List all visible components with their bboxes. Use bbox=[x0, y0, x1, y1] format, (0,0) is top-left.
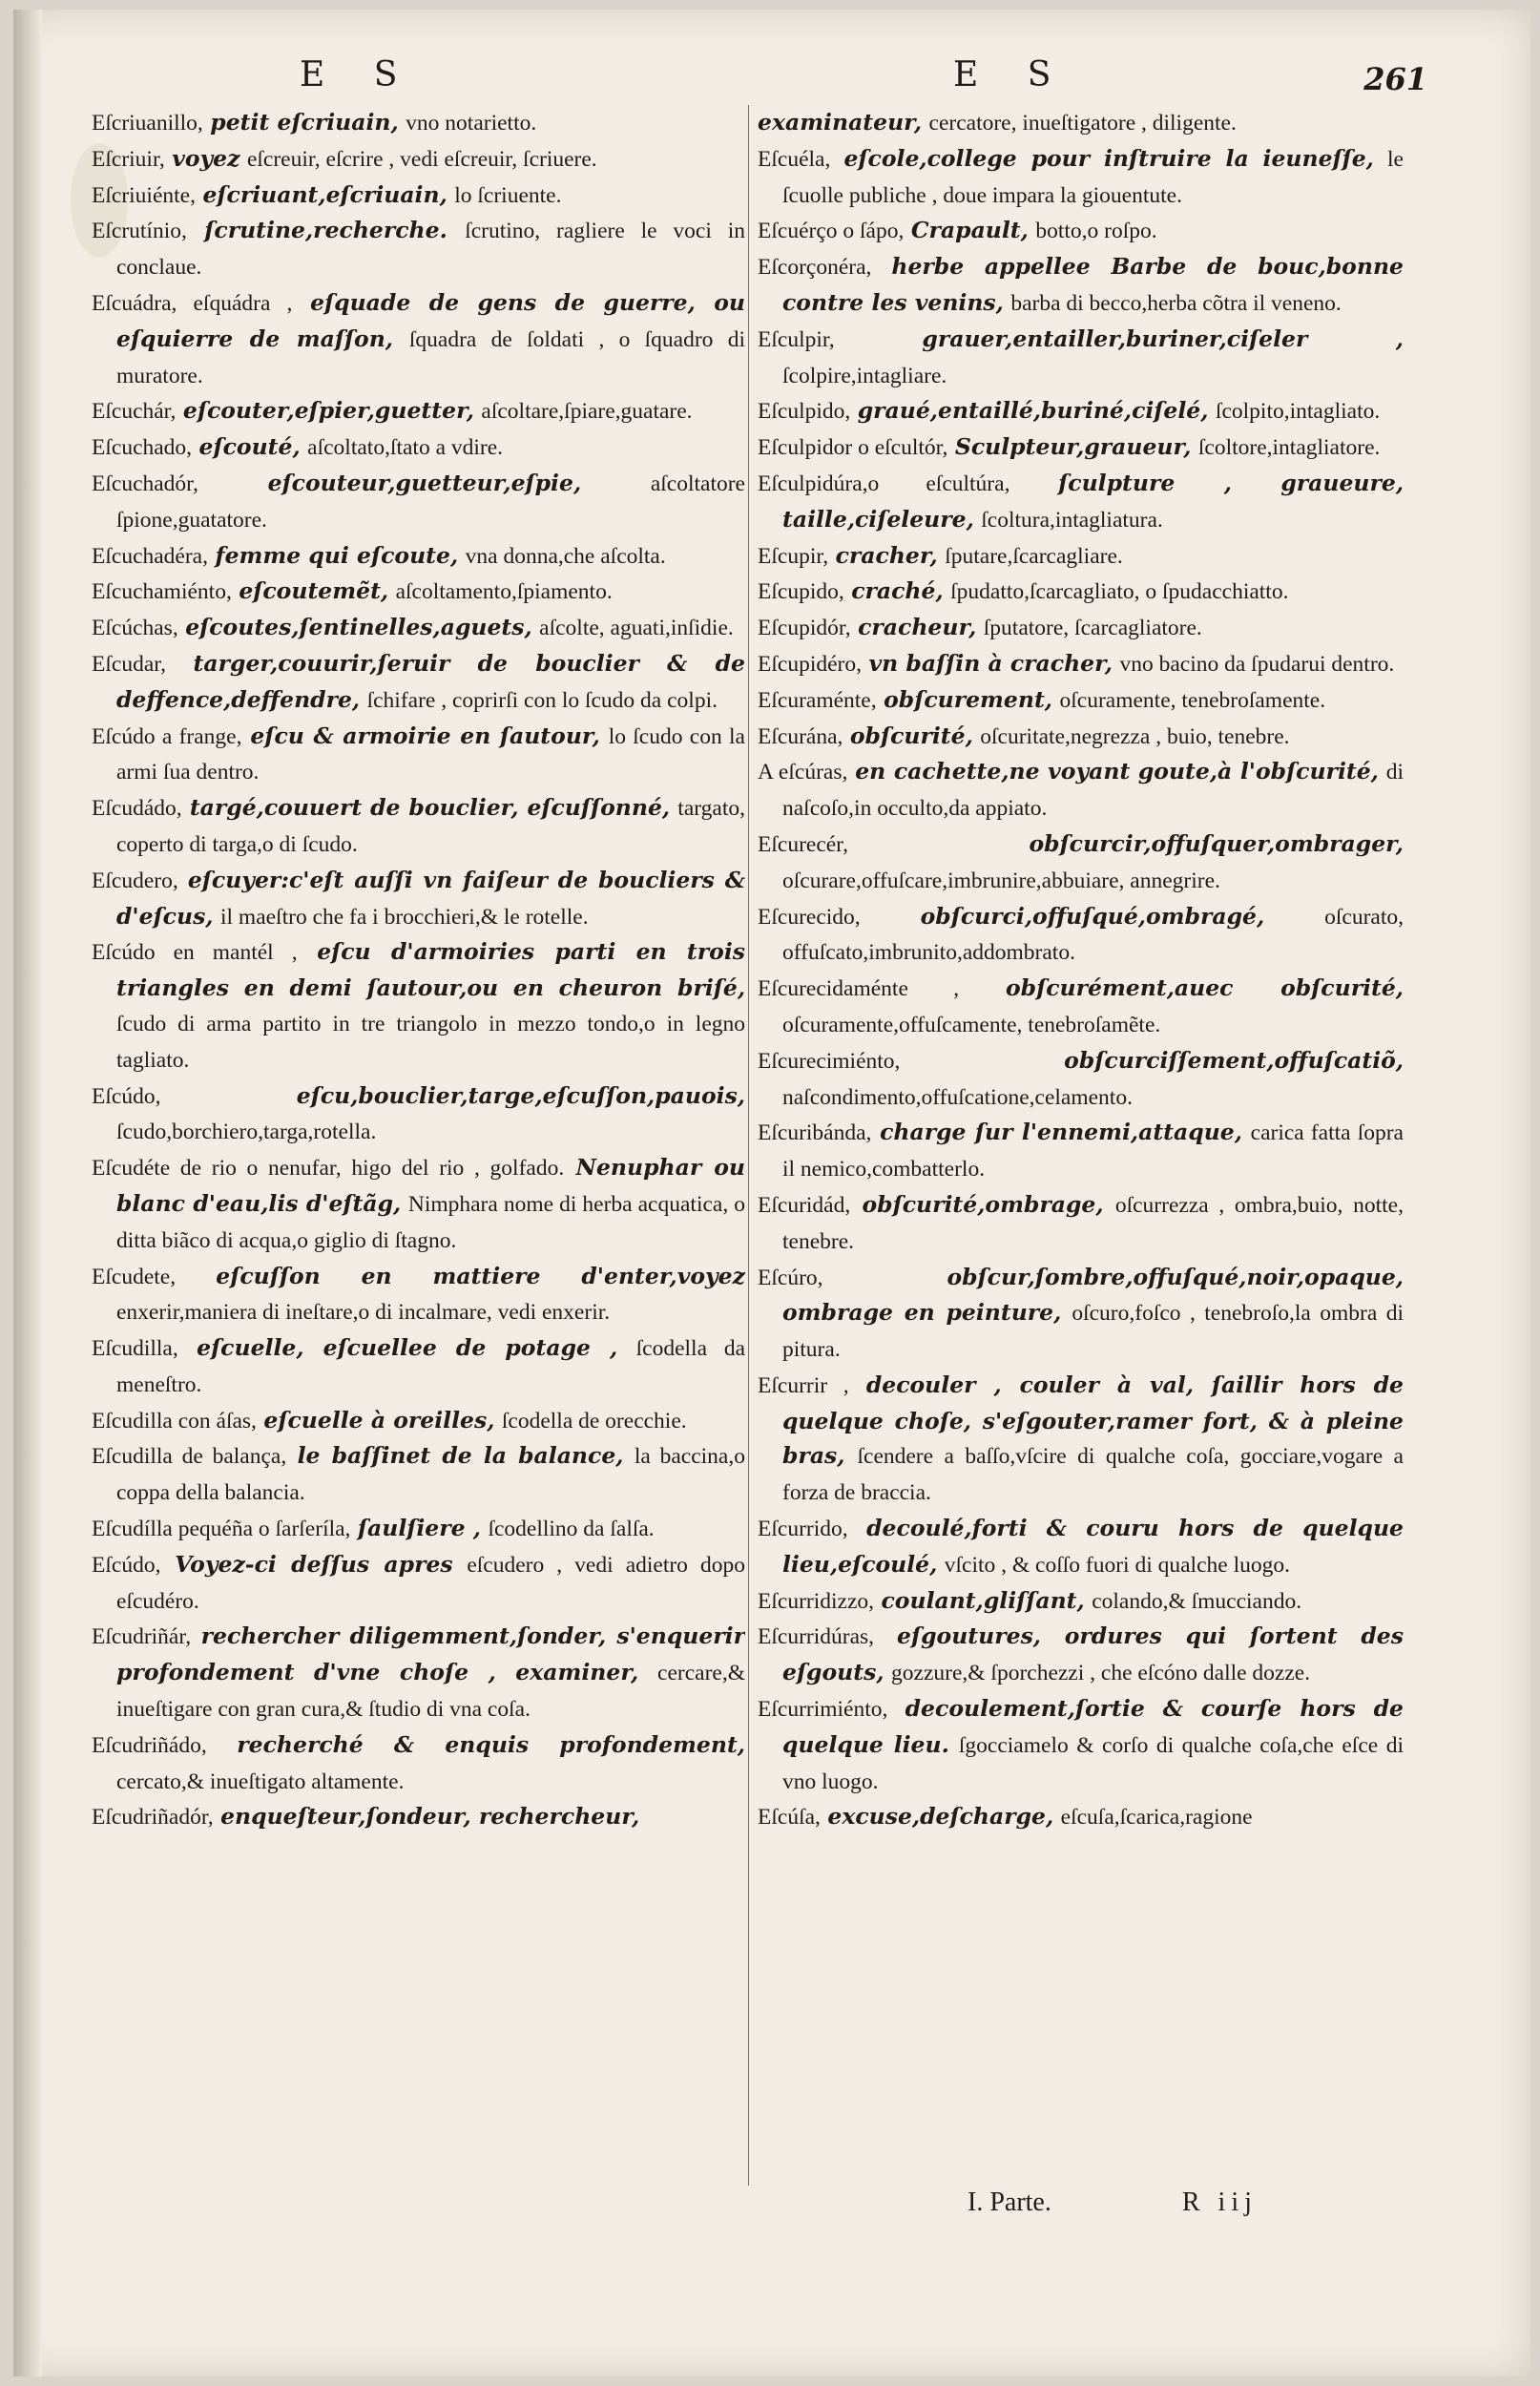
entry-headword: Eſcupidéro, bbox=[758, 651, 862, 677]
entry-italian-gloss: il maeſtro che fa i brocchieri,& le rotelle. bbox=[219, 904, 589, 930]
entry-headword: Eſcuchamiénto, bbox=[92, 579, 232, 605]
entry-headword: Eſcuéla, bbox=[758, 146, 831, 172]
entry-headword: Eſcurridúras, bbox=[758, 1624, 875, 1650]
entry-italian-gloss: ſcudo di arma partito in tre triangolo in mezzo tondo,o in legno tagliato. bbox=[116, 1011, 745, 1073]
page-gutter-edge bbox=[13, 10, 42, 2376]
entry-italian-gloss: barba di becco,herba cõtra il veneno. bbox=[1010, 290, 1342, 316]
entry-italian-gloss: oſcuramente,offuſcamente, tenebroſamẽte. bbox=[782, 1012, 1161, 1037]
entry-headword: Eſcúſa, bbox=[758, 1805, 821, 1831]
entry-italian-gloss: colando,& ſmucciando. bbox=[1092, 1588, 1302, 1614]
entry-headword: Eſcúdo, bbox=[92, 1552, 161, 1578]
entry-french-gloss: recherché & enquis profondement, bbox=[237, 1730, 745, 1758]
entry-headword: Eſcudádo, bbox=[92, 796, 182, 822]
entry-headword: Eſcorçonéra, bbox=[758, 255, 872, 281]
dictionary-entry bbox=[92, 1547, 745, 1620]
entry-headword: Eſculpir, bbox=[758, 326, 835, 352]
entry-headword: Eſcudéte de rio o nenufar, higo del rio , golfado. bbox=[92, 1156, 565, 1182]
dictionary-entry bbox=[758, 1043, 1404, 1116]
entry-italian-gloss: ſgocciamelo & corſo di qualche coſa,che eſce di vno luogo. bbox=[782, 1732, 1404, 1794]
entry-italian-gloss: aſcolte, aguati,inſidie. bbox=[539, 616, 734, 641]
entry-french-gloss: Crapault, bbox=[910, 217, 1029, 244]
entry-italian-gloss: aſcoltamento,ſpiamento. bbox=[395, 579, 613, 605]
entry-french-gloss: decouler , couler à val, ſaillir hors de quelque choſe, s'eſgouter,ramer fort, & à pleine bras, bbox=[782, 1371, 1404, 1470]
entry-headword: Eſcurána, bbox=[758, 723, 843, 749]
dictionary-entry bbox=[758, 466, 1404, 538]
entry-french-gloss: ſculpture , graueure, taille,ciſeleure, bbox=[782, 469, 1404, 533]
dictionary-entry bbox=[92, 466, 745, 538]
entry-headword: Eſcurecimiénto, bbox=[758, 1048, 901, 1074]
dictionary-entry bbox=[92, 1259, 745, 1331]
entry-french-gloss: decoulé,forti & couru hors de quelque lieu,eſcoulé, bbox=[782, 1515, 1404, 1578]
entry-italian-gloss: oſcuritate,negrezza , buio, tenebre. bbox=[980, 723, 1290, 749]
entry-headword: Eſcurrir , bbox=[758, 1372, 849, 1398]
entry-headword: Eſcurecér, bbox=[758, 831, 848, 857]
entry-italian-gloss: cercatore, inueſtigatore , diligente. bbox=[928, 111, 1237, 136]
entry-italian-gloss: ſcudo,borchiero,targa,rotella. bbox=[116, 1120, 377, 1145]
entry-headword: Eſcúdo a frange, bbox=[92, 723, 242, 749]
entry-headword: Eſcurridizzo, bbox=[758, 1588, 875, 1614]
entry-french-gloss: eſcu,bouclier,targe,eſcuſſon,pauois, bbox=[296, 1081, 745, 1109]
entry-italian-gloss: Nimphara nome di herba acquatica, o ditta biãco di acqua,o giglio di ſtagno. bbox=[116, 1191, 745, 1253]
entry-french-gloss: obſcur,ſombre,offuſqué,noir,opaque, ombrage en peinture, bbox=[782, 1263, 1404, 1327]
dictionary-entry bbox=[758, 719, 1404, 755]
entry-french-gloss: cracheur, bbox=[858, 614, 977, 641]
entry-headword: Eſcudar, bbox=[92, 651, 167, 677]
entry-french-gloss: eſcouté, bbox=[198, 433, 301, 461]
dictionary-entry bbox=[758, 1511, 1404, 1583]
dictionary-entry bbox=[92, 610, 745, 646]
right-column bbox=[758, 105, 1404, 2186]
entry-italian-gloss: gozzure,& ſporchezzi , che eſcóno dalle dozze. bbox=[891, 1661, 1311, 1686]
dictionary-entry bbox=[758, 213, 1404, 249]
entry-italian-gloss: aſcoltatore ſpione,guatatore. bbox=[116, 471, 745, 533]
entry-headword: A eſcúras, bbox=[758, 760, 848, 785]
entry-italian-gloss: oſcuro,foſco , tenebroſo,la ombra di pitura. bbox=[782, 1301, 1404, 1363]
entry-french-gloss: en cachette,ne voyant goute,à l'obſcurité, bbox=[855, 758, 1379, 785]
entry-italian-gloss: eſcreuir, eſcrire , vedi eſcreuir, ſcriuere. bbox=[246, 146, 597, 172]
entry-headword: Eſcupidór, bbox=[758, 616, 851, 641]
entry-headword: Eſcuérço o ſápo, bbox=[758, 219, 905, 244]
entry-italian-gloss: oſcurato, offuſcato,imbrunito,addombrato. bbox=[782, 904, 1404, 966]
entry-italian-gloss: ſcodellino da ſalſa. bbox=[488, 1517, 655, 1542]
entry-french-gloss: eſcu & armoirie en ſautour, bbox=[250, 722, 600, 749]
entry-french-gloss: eſcu d'armoiries parti en trois triangles en demi ſautour,ou en cheuron briſé, bbox=[116, 938, 745, 1002]
footer-part-label: I. Parte. bbox=[968, 2187, 1051, 2217]
entry-french-gloss: petit eſcriuain, bbox=[210, 109, 399, 136]
entry-italian-gloss: ſcrutino, ragliere le voci in conclaue. bbox=[116, 219, 745, 281]
column-divider bbox=[748, 105, 749, 2186]
entry-italian-gloss: oſcurare,offuſcare,imbrunire,abbuiare, annegrire. bbox=[782, 868, 1220, 893]
entry-italian-gloss: le ſcuolle publiche , doue impara la giouentute. bbox=[782, 146, 1404, 208]
entry-french-gloss: eſcuyer:c'eſt auſſi vn faiſeur de boucliers & d'eſcus, bbox=[116, 866, 745, 930]
entry-italian-gloss: naſcondimento,offuſcatione,celamento. bbox=[782, 1084, 1133, 1110]
entry-headword: Eſcupir, bbox=[758, 543, 829, 569]
entry-headword: Eſcurecido, bbox=[758, 904, 861, 930]
entry-headword: Eſcudriñádo, bbox=[92, 1732, 207, 1758]
dictionary-entry bbox=[758, 574, 1404, 610]
entry-headword: Eſcriuir, bbox=[92, 146, 165, 172]
running-head-left: E S bbox=[300, 55, 417, 94]
dictionary-entry bbox=[92, 574, 745, 610]
entry-french-gloss: herbe appellee Barbe de bouc,bonne contre les venins, bbox=[782, 253, 1404, 316]
entry-headword: Eſcúdo, bbox=[92, 1083, 161, 1109]
dictionary-entry bbox=[758, 141, 1404, 214]
book-page bbox=[13, 10, 1530, 2376]
dictionary-entry bbox=[92, 105, 745, 141]
entry-headword: Eſcrutínio, bbox=[92, 219, 187, 244]
entry-french-gloss: Sculpteur,graueur, bbox=[954, 433, 1192, 461]
dictionary-entry bbox=[92, 213, 745, 285]
dictionary-entry bbox=[758, 682, 1404, 719]
entry-italian-gloss: eſcuſa,ſcarica,ragione bbox=[1060, 1805, 1253, 1831]
dictionary-entry bbox=[92, 1438, 745, 1511]
entry-headword: Eſcuchár, bbox=[92, 399, 177, 425]
dictionary-entry bbox=[758, 1583, 1404, 1620]
entry-italian-gloss: ſputare,ſcarcagliare. bbox=[945, 543, 1123, 569]
entry-french-gloss: examinateur, bbox=[758, 109, 923, 136]
entry-italian-gloss: cercato,& inueſtigato altamente. bbox=[116, 1769, 405, 1794]
entry-italian-gloss: ſcodella de orecchie. bbox=[501, 1408, 687, 1434]
entry-french-gloss: obſcurciſſement,offuſcatiõ, bbox=[1064, 1046, 1404, 1074]
running-head-right: E S bbox=[953, 55, 1071, 94]
entry-french-gloss: obſcurément,auec obſcurité, bbox=[1006, 974, 1404, 1002]
entry-italian-gloss: eſcudero , vedi adietro dopo eſcudéro. bbox=[116, 1552, 745, 1614]
entry-french-gloss: eſgoutures, ordures qui ſortent des eſgouts, bbox=[782, 1622, 1404, 1686]
entry-french-gloss: obſcurité,ombrage, bbox=[862, 1190, 1104, 1218]
entry-french-gloss: obſcurement, bbox=[884, 685, 1052, 713]
entry-headword: Eſcurrido, bbox=[758, 1517, 848, 1542]
entry-french-gloss: voyez bbox=[172, 144, 240, 172]
dictionary-entry bbox=[92, 934, 745, 1078]
entry-headword: Eſcúdo en mantél , bbox=[92, 940, 298, 966]
entry-italian-gloss: ſpudatto,ſcarcagliato, o ſpudacchiatto. bbox=[950, 579, 1289, 605]
entry-french-gloss: eſcriuant,eſcriuain, bbox=[202, 180, 447, 208]
dictionary-entry bbox=[92, 1403, 745, 1439]
dictionary-entry bbox=[758, 754, 1404, 827]
entry-headword: Eſcudilla, bbox=[92, 1336, 178, 1362]
entry-headword: Eſcuridád, bbox=[758, 1192, 851, 1218]
dictionary-entry bbox=[92, 141, 745, 178]
dictionary-entry bbox=[758, 538, 1404, 575]
entry-headword: Eſcurrimiénto, bbox=[758, 1697, 888, 1723]
entry-french-gloss: targé,couuert de bouclier, eſcuſſonné, bbox=[189, 794, 671, 822]
entry-headword: Eſcudriñár, bbox=[92, 1624, 192, 1650]
entry-headword: Eſcuribánda, bbox=[758, 1120, 872, 1146]
entry-french-gloss: ſcrutine,recherche. bbox=[204, 217, 447, 244]
entry-italian-gloss: cercare,& inueſtigare con gran cura,& ſtudio di vna coſa. bbox=[116, 1661, 745, 1723]
entry-french-gloss: eſcoutes,ſentinelles,aguets, bbox=[185, 614, 532, 641]
entry-italian-gloss: aſcoltato,ſtato a vdire. bbox=[307, 435, 504, 461]
entry-italian-gloss: vna donna,che aſcolta. bbox=[465, 543, 666, 569]
dictionary-entry bbox=[92, 1727, 745, 1800]
entry-italian-gloss: ſcolpire,intagliare. bbox=[782, 363, 947, 388]
entry-italian-gloss: vſcito , & coſſo fuori di qualche luogo. bbox=[944, 1552, 1290, 1578]
entry-headword: Eſcudriñadór, bbox=[92, 1805, 214, 1831]
dictionary-entry bbox=[758, 1260, 1404, 1368]
dictionary-entry bbox=[92, 393, 745, 429]
dictionary-entry bbox=[758, 646, 1404, 682]
entry-french-gloss: enqueſteur,ſondeur, rechercheur, bbox=[220, 1803, 640, 1831]
entry-italian-gloss: vno bacino da ſpudarui dentro. bbox=[1119, 651, 1395, 677]
dictionary-entry bbox=[92, 790, 745, 863]
entry-italian-gloss: lo ſcriuente. bbox=[454, 182, 562, 208]
dictionary-entry bbox=[92, 1150, 745, 1258]
entry-french-gloss: charge ſur l'ennemi,attaque, bbox=[880, 1119, 1242, 1146]
entry-italian-gloss: ſquadra de ſoldati , o ſquadro di muratore. bbox=[116, 326, 745, 388]
entry-french-gloss: graué,entaillé,buriné,ciſelé, bbox=[857, 397, 1209, 425]
entry-headword: Eſcúchas, bbox=[92, 616, 178, 641]
entry-french-gloss: eſcole,college pour inſtruire la ieuneſſe, bbox=[843, 144, 1374, 172]
entry-headword: Eſcuádra, eſquádra , bbox=[92, 290, 293, 316]
entry-italian-gloss: botto,o roſpo. bbox=[1035, 219, 1157, 244]
dictionary-entry bbox=[92, 178, 745, 214]
dictionary-entry bbox=[92, 1511, 745, 1547]
dictionary-entry bbox=[758, 249, 1404, 322]
entry-headword: Eſcriuiénte, bbox=[92, 182, 196, 208]
entry-headword: Eſcudete, bbox=[92, 1264, 177, 1289]
entry-french-gloss: craché, bbox=[851, 577, 944, 605]
entry-headword: Eſculpidor o eſcultór, bbox=[758, 435, 948, 461]
entry-headword: Eſculpido, bbox=[758, 399, 851, 425]
entry-italian-gloss: ſcoltore,intagliatore. bbox=[1197, 435, 1381, 461]
entry-headword: Eſcuchadéra, bbox=[92, 543, 208, 569]
entry-french-gloss: obſcurité, bbox=[849, 722, 973, 749]
entry-italian-gloss: targato, coperto di targa,o di ſcudo. bbox=[116, 796, 745, 857]
entry-french-gloss: Voyez-ci deſſus apres bbox=[175, 1550, 453, 1578]
entry-french-gloss: femme qui eſcoute, bbox=[215, 541, 459, 569]
dictionary-entry bbox=[92, 1330, 745, 1403]
dictionary-entry bbox=[92, 538, 745, 575]
dictionary-entry bbox=[758, 610, 1404, 646]
footer-signature-mark: R iij bbox=[1181, 2187, 1258, 2217]
page-number: 261 bbox=[1363, 61, 1427, 97]
entry-italian-gloss: aſcoltare,ſpiare,guatare. bbox=[481, 399, 693, 425]
entry-headword: Eſcupido, bbox=[758, 579, 844, 605]
entry-italian-gloss: lo ſcudo con la armi ſua dentro. bbox=[116, 723, 745, 785]
entry-french-gloss: eſquade de gens de guerre, ou eſquierre de maſſon, bbox=[116, 288, 745, 352]
entry-french-gloss: targer,couurir,ſeruir de bouclier & de deffence,deffendre, bbox=[116, 649, 745, 713]
dictionary-entry bbox=[758, 827, 1404, 899]
dictionary-entry bbox=[758, 971, 1404, 1043]
entry-headword: Eſcuchadór, bbox=[92, 471, 198, 496]
entry-french-gloss: eſcouter,eſpier,guetter, bbox=[182, 397, 474, 425]
dictionary-entry bbox=[758, 1187, 1404, 1260]
dictionary-entry bbox=[92, 285, 745, 393]
entry-italian-gloss: ſputatore, ſcarcagliatore. bbox=[983, 616, 1202, 641]
entry-french-gloss: obſcurci,offuſqué,ombragé, bbox=[920, 902, 1265, 930]
entry-italian-gloss: ſcendere a baſſo,vſcire di qualche coſa, gocciare,vogare a forza de braccia. bbox=[782, 1444, 1404, 1506]
entry-headword: Eſcudilla de balança, bbox=[92, 1444, 287, 1470]
entry-headword: Eſcúro, bbox=[758, 1265, 823, 1290]
entry-italian-gloss: ſcolpito,intagliato. bbox=[1215, 399, 1381, 425]
dictionary-entry bbox=[758, 393, 1404, 429]
entry-french-gloss: Nenuphar ou blanc d'eau,lis d'eſtãg, bbox=[116, 1154, 745, 1217]
entry-italian-gloss: ſchifare , coprirſi con lo ſcudo da colpi. bbox=[366, 687, 718, 713]
entry-headword: Eſcudilla con áſas, bbox=[92, 1408, 257, 1434]
entry-italian-gloss: oſcuramente, tenebroſamente. bbox=[1059, 687, 1326, 713]
dictionary-entry bbox=[92, 646, 745, 719]
entry-french-gloss: eſcuelle, eſcuellee de potage , bbox=[197, 1334, 618, 1362]
entry-headword: Eſculpidúra,o eſcultúra, bbox=[758, 471, 1010, 496]
entry-french-gloss: decoulement,ſortie & courſe hors de quelque lieu. bbox=[782, 1695, 1404, 1758]
entry-headword: Eſcudílla pequéña o ſarſeríla, bbox=[92, 1517, 351, 1542]
dictionary-entry bbox=[758, 1799, 1404, 1835]
entry-french-gloss: rechercher diligemment,ſonder, s'enquerir profondement d'vne choſe , examiner, bbox=[116, 1622, 745, 1686]
dictionary-entry bbox=[92, 1799, 745, 1835]
entry-french-gloss: coulant,gliſſant, bbox=[881, 1586, 1085, 1614]
entry-french-gloss: obſcurcir,offuſquer,ombrager, bbox=[1029, 829, 1404, 857]
dictionary-entry bbox=[92, 863, 745, 935]
dictionary-entry bbox=[758, 429, 1404, 466]
entry-french-gloss: vn baſſin à cracher, bbox=[868, 649, 1113, 677]
entry-french-gloss: eſcoutemẽt, bbox=[239, 577, 389, 605]
dictionary-entry bbox=[758, 1368, 1404, 1511]
entry-italian-gloss: oſcurrezza , ombra,buio, notte, tenebre. bbox=[782, 1192, 1404, 1254]
entry-french-gloss: eſcuelle à oreilles, bbox=[263, 1406, 495, 1434]
entry-french-gloss: le baſſinet de la balance, bbox=[297, 1442, 624, 1470]
entry-italian-gloss: la baccina,o coppa della balancia. bbox=[116, 1444, 745, 1506]
dictionary-entry bbox=[92, 1619, 745, 1727]
entry-french-gloss: eſcuſſon en mattiere d'enter,voyez bbox=[216, 1262, 745, 1289]
dictionary-entry bbox=[758, 1619, 1404, 1691]
dictionary-entry bbox=[92, 429, 745, 466]
dictionary-entry bbox=[758, 1691, 1404, 1799]
entry-headword: Eſcuraménte, bbox=[758, 687, 877, 713]
entry-headword: Eſcuchado, bbox=[92, 435, 193, 461]
entry-italian-gloss: ſcoltura,intagliatura. bbox=[981, 507, 1163, 533]
entry-french-gloss: ſaulſiere , bbox=[357, 1515, 481, 1542]
dictionary-entry bbox=[758, 105, 1404, 141]
entry-headword: Eſcurecidaménte , bbox=[758, 976, 960, 1002]
dictionary-entry bbox=[92, 1078, 745, 1151]
dictionary-entry bbox=[92, 719, 745, 791]
entry-french-gloss: grauer,entailler,buriner,ciſeler , bbox=[922, 324, 1404, 352]
entry-italian-gloss: vno notarietto. bbox=[406, 111, 537, 136]
dictionary-entry bbox=[758, 1115, 1404, 1187]
page-footer bbox=[968, 2187, 1387, 2218]
entry-italian-gloss: carica fatta ſopra il nemico,combatterlo. bbox=[782, 1120, 1404, 1183]
entry-italian-gloss: ſcodella da meneſtro. bbox=[116, 1336, 745, 1397]
entry-italian-gloss: enxerir,maniera di ineſtare,o di incalmare, vedi enxerir. bbox=[116, 1300, 611, 1326]
entry-headword: Eſcudero, bbox=[92, 868, 178, 893]
entry-italian-gloss: di naſcoſo,in occulto,da appiato. bbox=[782, 760, 1404, 822]
entry-french-gloss: eſcouteur,guetteur,eſpie, bbox=[267, 469, 582, 496]
entry-headword: Eſcriuanillo, bbox=[92, 111, 203, 136]
entry-french-gloss: excuse,deſcharge, bbox=[827, 1803, 1054, 1831]
left-column bbox=[92, 105, 745, 2186]
dictionary-entry bbox=[758, 322, 1404, 394]
entry-french-gloss: cracher, bbox=[835, 541, 938, 569]
dictionary-entry bbox=[758, 899, 1404, 972]
